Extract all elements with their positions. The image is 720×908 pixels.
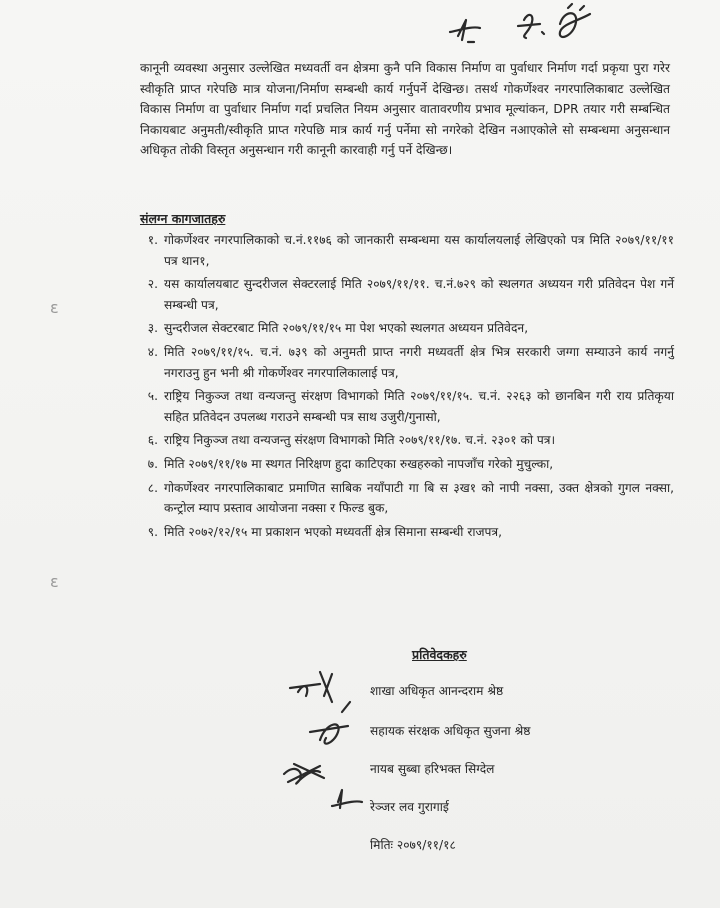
- item-text: यस कार्यालयबाट सुन्दरीजल सेक्टरलाई मिति २०७९/११/११. च.नं.७२९ को स्थलगत अध्ययन गरी प्रतिवेदन पेश गर्ने सम्बन्धी पत्र,: [164, 277, 674, 312]
- list-item: [124, 430, 674, 451]
- top-signatures: [440, 2, 610, 54]
- item-text: मिति २०७२/१२/१५ मा प्रकाशन भएको मध्यवर्ती क्षेत्र सिमाना सम्बन्धी राजपत्र,: [164, 524, 503, 539]
- reporters-heading: प्रतिवेदकहरु: [412, 647, 467, 662]
- report-date: मितिः २०७९/११/१८: [370, 838, 456, 852]
- item-number: ८.: [147, 480, 158, 495]
- margin-mark: ɛ: [50, 572, 59, 591]
- item-text: गोकर्णेश्वर नगरपालिकाबाट प्रमाणित साबिक नयाँपाटी गा बि स ३ख१ को नापी नक्सा, उक्त क्षेत्रको गुगल नक्सा, कन्ट्रोल म्याप प्रस्ताव आयोजना नक्सा र फिल्ड बुक,: [164, 480, 674, 516]
- item-number: ७.: [147, 456, 158, 471]
- reporter-signatures: [280, 662, 376, 832]
- item-text: सुन्दरीजल सेक्टरबाट मिति २०७९/११/१५ मा पेश भएको स्थलगत अध्ययन प्रतिवेदन,: [164, 321, 529, 336]
- item-text: मिति २०७९/११/१५. च.नं. ७३९ को अनुमती प्राप्त नगरी मध्यवर्ती क्षेत्र भित्र सरकारी जग्गा सम्याउने कार्य नगर्नु नगराउनु हुन भनी श्री गोकर्णेश्वर नगरपालिकालाई पत्र,: [164, 344, 674, 380]
- enclosures-list: [124, 230, 674, 545]
- reporter-2: सहायक संरक्षक अधिकृत सुजना श्रेष्ठ: [370, 724, 531, 738]
- list-item: [124, 522, 674, 543]
- item-number: ४.: [147, 344, 158, 359]
- item-text: गोकर्णेश्वर नगरपालिकाको च.नं.११७६ को जानकारी सम्बन्धमा यस कार्यालयलाई लेखिएको पत्र मिति २०७९/११/११ पत्र थान१,: [164, 233, 674, 268]
- item-number: १.: [147, 233, 158, 247]
- item-text: मिति २०७९/११/१७ मा स्थगत निरिक्षण हुदा काटिएका रुखहरुको नापजाँच गरेको मुचुल्का,: [164, 456, 554, 471]
- item-text: राष्ट्रिय निकुञ्ज तथा वन्यजन्तु संरक्षण विभागको मिति २०७९/११/१५. च.नं. २२६३ को छानबिन गरी राय प्रतिकृया सहित प्रतिवेदन उपलब्ध गराउने सम्बन्धी पत्र साथ उजुरी/गुनासो,: [164, 389, 674, 424]
- list-item: [124, 342, 674, 383]
- list-item: [124, 478, 674, 519]
- reporter-4: रेञ्जर लव गुरागाई: [370, 800, 449, 814]
- body-paragraph: कानूनी व्यवस्था अनुसार उल्लेखित मध्यवर्ती वन क्षेत्रमा कुनै पनि विकास निर्माण वा पुर्वाधार निर्माण गर्दा प्रकृया पुरा गरेर स्वीकृति प्राप्त गरेपछि मात्र योजना/निर्माण सम्बन्धी कार्य गर्नुपर्ने देखिन्छ। तसर्थ गोकर्णेश्वर नगरपालिकाबाट उल्लेखित विकास निर्माण वा पुर्वाधार निर्माण गर्दा प्रचलित नियम अनुसार वातावरणीय प्रभाव मूल्यांकन, DPR तयार गरी सम्बन्धित निकायबाट अनुमती/स्वीकृति प्राप्त गरेपछि मात्र कार्य गर्नु पर्नेमा सो नगरेको देखिन नआएकोले सो सम्बन्धमा अनुसन्धान अधिकृत तोकी विस्तृत अनुसन्धान गरी कानूनी कारवाही गर्नु पर्ने देखिन्छ।: [140, 61, 670, 157]
- list-item: [124, 386, 674, 427]
- enclosures-heading: संलग्न कागजातहरु: [140, 211, 226, 226]
- item-text: राष्ट्रिय निकुञ्ज तथा वन्यजन्तु संरक्षण विभागको मिति २०७९/११/१७. च.नं. २३०१ को पत्र।: [164, 433, 556, 448]
- item-number: ९.: [147, 524, 158, 539]
- item-number: ३.: [147, 321, 158, 336]
- list-item: [124, 454, 674, 475]
- item-number: ५.: [147, 389, 158, 404]
- list-item: [124, 318, 674, 339]
- item-number: ६.: [147, 433, 158, 448]
- item-number: २.: [147, 277, 158, 292]
- reporter-3: नायब सुब्बा हरिभक्त सिग्देल: [370, 762, 495, 776]
- list-item: [124, 274, 674, 315]
- reporter-1: शाखा अधिकृत आनन्दराम श्रेष्ठ: [370, 684, 504, 698]
- margin-mark: ɛ: [50, 298, 59, 317]
- list-item: [124, 230, 674, 271]
